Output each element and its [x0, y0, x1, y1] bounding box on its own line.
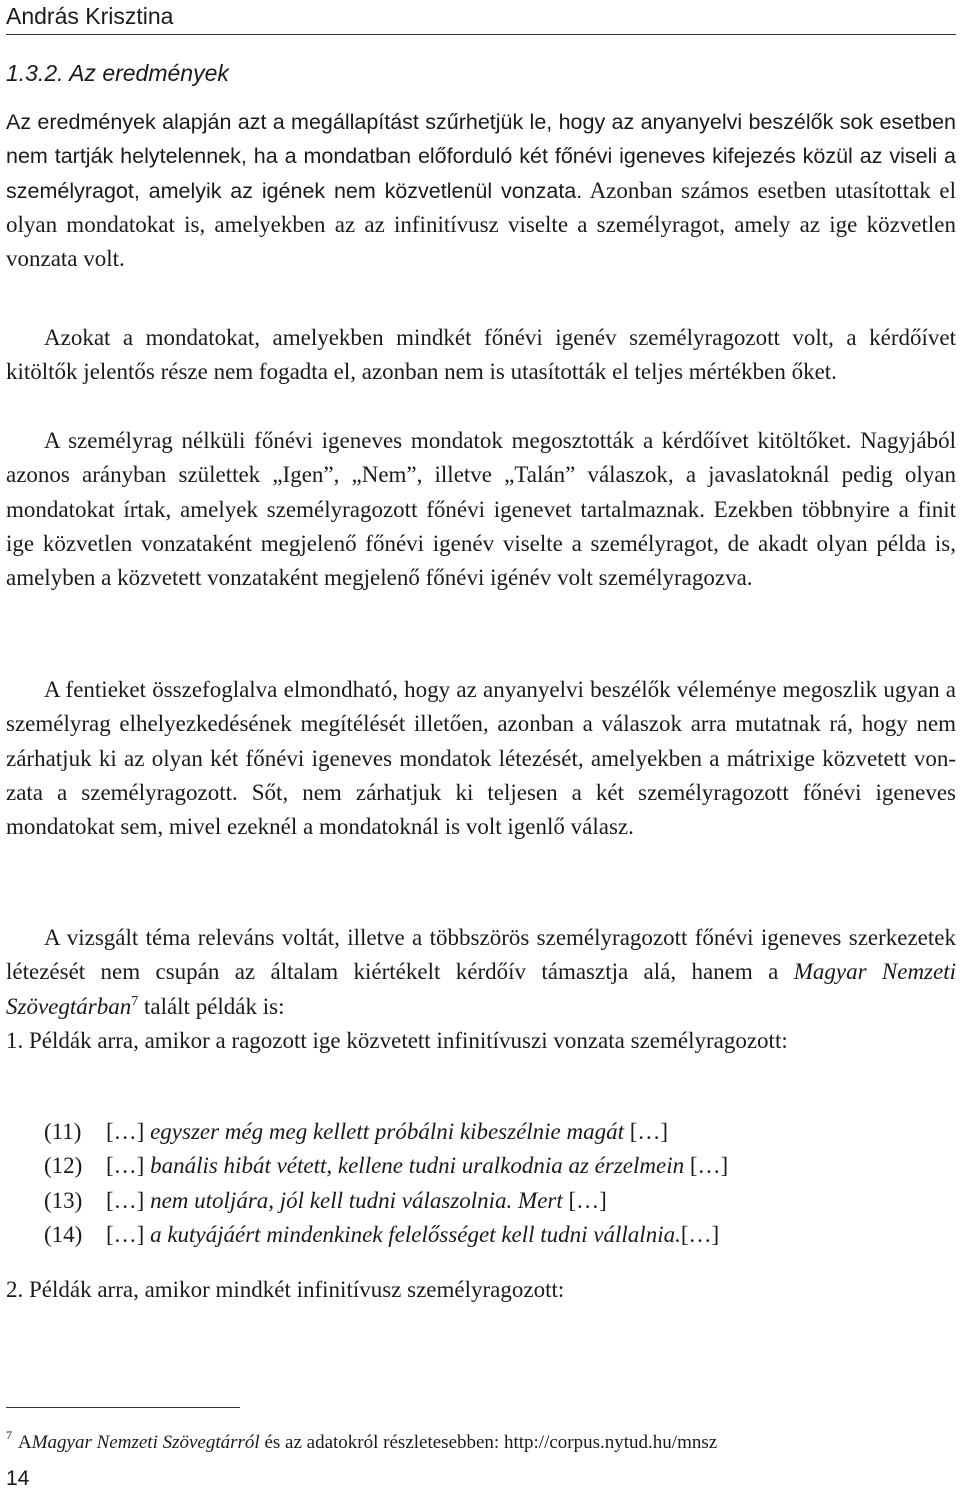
- footnote-reference: 7: [131, 993, 139, 1009]
- ellipsis-open: […]: [106, 1187, 145, 1213]
- footnote-text: és az adatokról részletesebben: http://corpus.nytud.hu/mnsz: [259, 1432, 718, 1453]
- paragraph-3-part-a: A személyrag nélküli főnévi igeneves mondatok megosztották a kérdőívet kitöltőket.: [44, 428, 852, 453]
- example-number: (13): [44, 1187, 83, 1213]
- corpus-name: Magyar Nemzeti Szövegtárban: [6, 959, 956, 1019]
- section-title: 1.3.2. Az eredmények: [6, 60, 229, 86]
- example-text: a kutyájáért mindenkinek felelősséget kell tudni vállalnia.: [150, 1221, 681, 1247]
- example-number: (11): [44, 1119, 82, 1144]
- footnote: [6, 1422, 717, 1456]
- ellipsis-open: […]: [106, 1153, 145, 1179]
- paragraph-1-part-b: Azonban számos esetben utasítottak el olyan mondatokat is, amelyekben az az infinitívusz viselte a személyragot, amely az ige közvetlen vonzata volt.: [6, 177, 956, 272]
- running-header: [6, 0, 956, 35]
- footnote-divider: [6, 1407, 240, 1408]
- example-list: [44, 1115, 956, 1252]
- paragraph-5: [6, 921, 956, 1024]
- example-item: [44, 1115, 956, 1149]
- example-text: egyszer még meg kellett próbálni kibeszélnie magát: [150, 1119, 625, 1144]
- ellipsis-close: […]: [629, 1119, 669, 1144]
- list-heading-2: 2. Példák arra, amikor mindkét infinitívusz személyragozott:: [6, 1277, 565, 1302]
- paragraph-5-text: A vizsgált téma releváns voltát, illetve a többszörös személyragozott főnévi igeneves szerkezetek létezését nem csupán az általam kiértékelt kérdőív támasztja alá, hanem a: [6, 925, 956, 985]
- page-number: 14: [6, 1467, 30, 1490]
- example-number: (14): [44, 1221, 83, 1247]
- ellipsis-close: […]: [680, 1221, 720, 1247]
- paragraph-2: Azokat a mondatokat, amelyekben mindkét főnévi igenév személyragozott volt, a kérdőívet kitöltők jelentős része nem fogadta el, azonban nem is utasították el teljes mértékben őket.: [6, 325, 956, 385]
- example-number: (12): [44, 1153, 83, 1179]
- example-text: banális hibát vétett, kellene tudni uralkodnia az érzelmein: [150, 1153, 685, 1179]
- header-author: András Krisztina: [6, 3, 174, 29]
- paragraph-3: [6, 424, 956, 595]
- example-item: [44, 1184, 956, 1218]
- paragraph-3-part-b: Nagyjából azonos arányban születtek „Igen”, „Nem”, illetve „Talán” válaszok, a javaslatoknál pedig olyan mondatokat írtak, amelyek személyragozott főnévi igenevet tartalmaznak. Ezekben többnyire a finit ige közvetlen vonzataként megjelenő főnévi igenév viselte a személyragot, de akadt olyan példa is, amelyben a közvetett vonzataként megjelenő főnévi igénév volt személyragozva.: [6, 428, 956, 591]
- footnote-pre: A: [18, 1432, 32, 1453]
- ellipsis-close: […]: [689, 1153, 729, 1179]
- ellipsis-open: […]: [106, 1221, 145, 1247]
- example-item: [44, 1218, 956, 1252]
- ellipsis-open: […]: [106, 1119, 145, 1144]
- footnote-corpus-name: Magyar Nemzeti Szövegtárról: [31, 1432, 260, 1453]
- list-heading-1: 1. Példák arra, amikor a ragozott ige közvetett infinitívuszi vonzata személyragozott:: [6, 1028, 788, 1053]
- paragraph-5-tail: talált példák is:: [138, 993, 285, 1019]
- paragraph-4: A fentieket összefoglalva elmondható, hogy az anyanyelvi beszélők véleménye megoszlik ugyan a személyrag elhelyezkedésének megítélését illetően, azonban a válaszok arra mutatnak rá, hogy nem zárhatjuk ki az olyan két főnévi igeneves mondatok létezését, amelyekben a mátrixige közvetett vonzata a személyragozott. Sőt, nem zárhatjuk ki teljesen a két személyragozott főnévi igeneves mondatokat sem, mivel ezeknél a mondatoknál is volt igenlő válasz.: [6, 677, 956, 840]
- example-text: nem utoljára, jól kell tudni válaszolnia. Mert: [150, 1187, 563, 1213]
- paragraph-1-part-a: Az eredmények alapján azt a megállapítást szűrhetjük le, hogy az anyanyelvi beszélők sok esetben nem tartják helytelennek, ha a mondatban előforduló két főnévi igeneves kifejezés közül az viseli a személyragot, amelyik az igének nem közvetlenül vonzata.: [6, 110, 956, 203]
- ellipsis-close: […]: [568, 1187, 607, 1213]
- example-item: [44, 1149, 956, 1183]
- footnote-mark: 7: [6, 1428, 12, 1442]
- paragraph-1: [6, 105, 956, 276]
